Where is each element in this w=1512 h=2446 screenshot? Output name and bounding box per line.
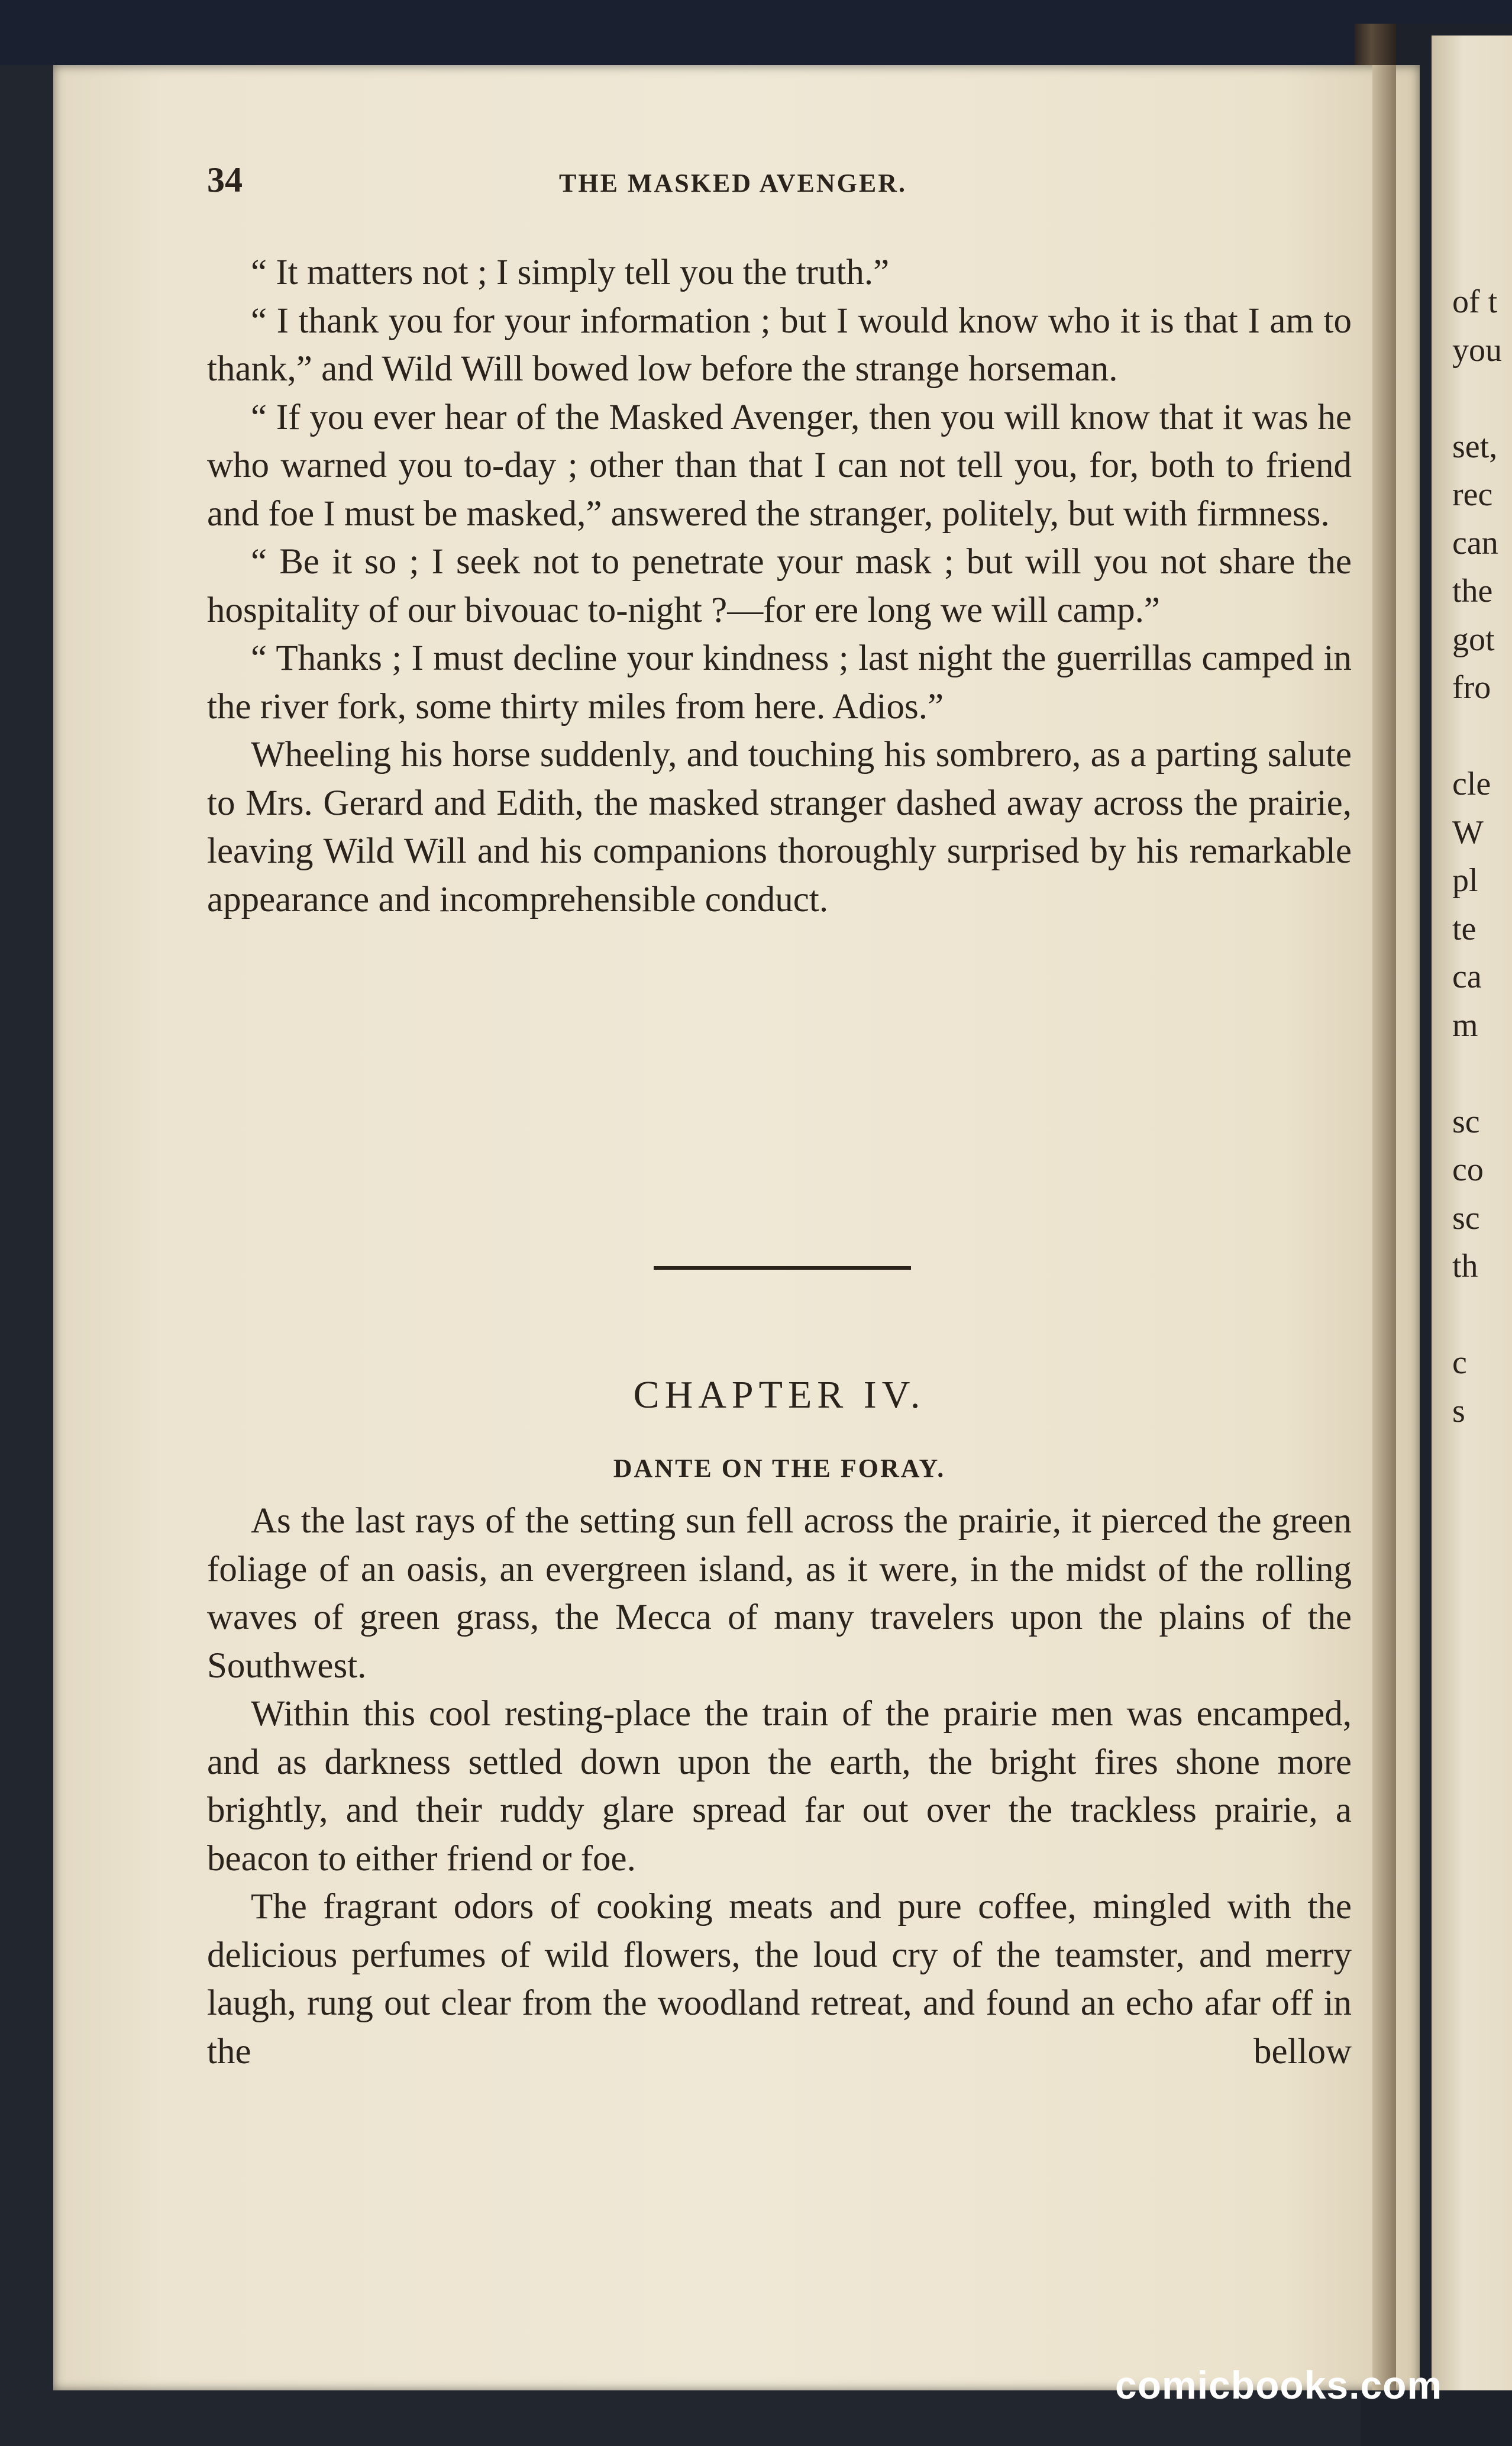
- chapter-heading: CHAPTER IV.: [633, 1373, 926, 1416]
- paragraph: “ If you ever hear of the Masked Avenger, then you will know that it was he who warned you to-day ; other than that I can not tell you, for, both to friend and foe I must be masked,” answered the stranger, politely, but with firmness.: [207, 397, 1352, 534]
- paragraph: As the last rays of the setting sun fell across the prairie, it pierced the green foliage of an oasis, an evergreen island, as it were, in the midst of the rolling waves of green grass, the Mecca of many travelers upon the plains of the Southwest.: [207, 1501, 1352, 1686]
- section-divider: [654, 1266, 911, 1270]
- paragraph: Within this cool resting-place the train of the prairie men was encamped, and as darkness settled down upon the earth, the bright fires shone more brightly, and their ruddy glare spread far out over the trackless prairie, a beacon to either friend or foe.: [207, 1694, 1352, 1879]
- page-number: 34: [207, 160, 243, 199]
- background-top: [0, 0, 1512, 65]
- paragraph: “ It matters not ; I simply tell you the truth.”: [251, 253, 890, 292]
- text-block-before-chapter: [207, 249, 1352, 924]
- paragraph: The fragrant odors of cooking meats and pure coffee, mingled with the delicious perfumes of wild flowers, the loud cry of the teamster, and merry laugh, rung out clear from the woodland retreat, and found an echo afar off in the bellow: [207, 1887, 1352, 2071]
- paragraph: “ Be it so ; I seek not to penetrate your mask ; but will you not share the hospitality of our bivouac to-night ?—for ere long we will camp.”: [207, 542, 1352, 630]
- next-page-text: of t you set, rec can the got fro cle W pl te ca m sc co sc th c s: [1452, 283, 1502, 1429]
- chapter-subtitle: DANTE ON THE FORAY.: [613, 1454, 946, 1483]
- paragraph: “ Thanks ; I must decline your kindness ; last night the guerrillas camped in the river fork, some thirty miles from here. Adios.”: [207, 638, 1352, 727]
- paragraph: “ I thank you for your information ; but I would know who it is that I am to thank,” and Wild Will bowed low before the strange horseman.: [207, 301, 1352, 389]
- paragraph: Wheeling his horse suddenly, and touching his sombrero, as a parting salute to Mrs. Gerard and Edith, the masked stranger dashed away across the prairie, leaving Wild Will and his companions thoroughly surprised by his remarkable appearance and incomprehensible conduct.: [207, 735, 1352, 919]
- page-header: [207, 160, 1352, 201]
- running-title: THE MASKED AVENGER.: [559, 169, 907, 198]
- site-watermark: comicbooks.com: [1115, 2363, 1443, 2407]
- page-fold-shadow: [1372, 65, 1396, 2390]
- text-block-chapter-four: [207, 1497, 1352, 2076]
